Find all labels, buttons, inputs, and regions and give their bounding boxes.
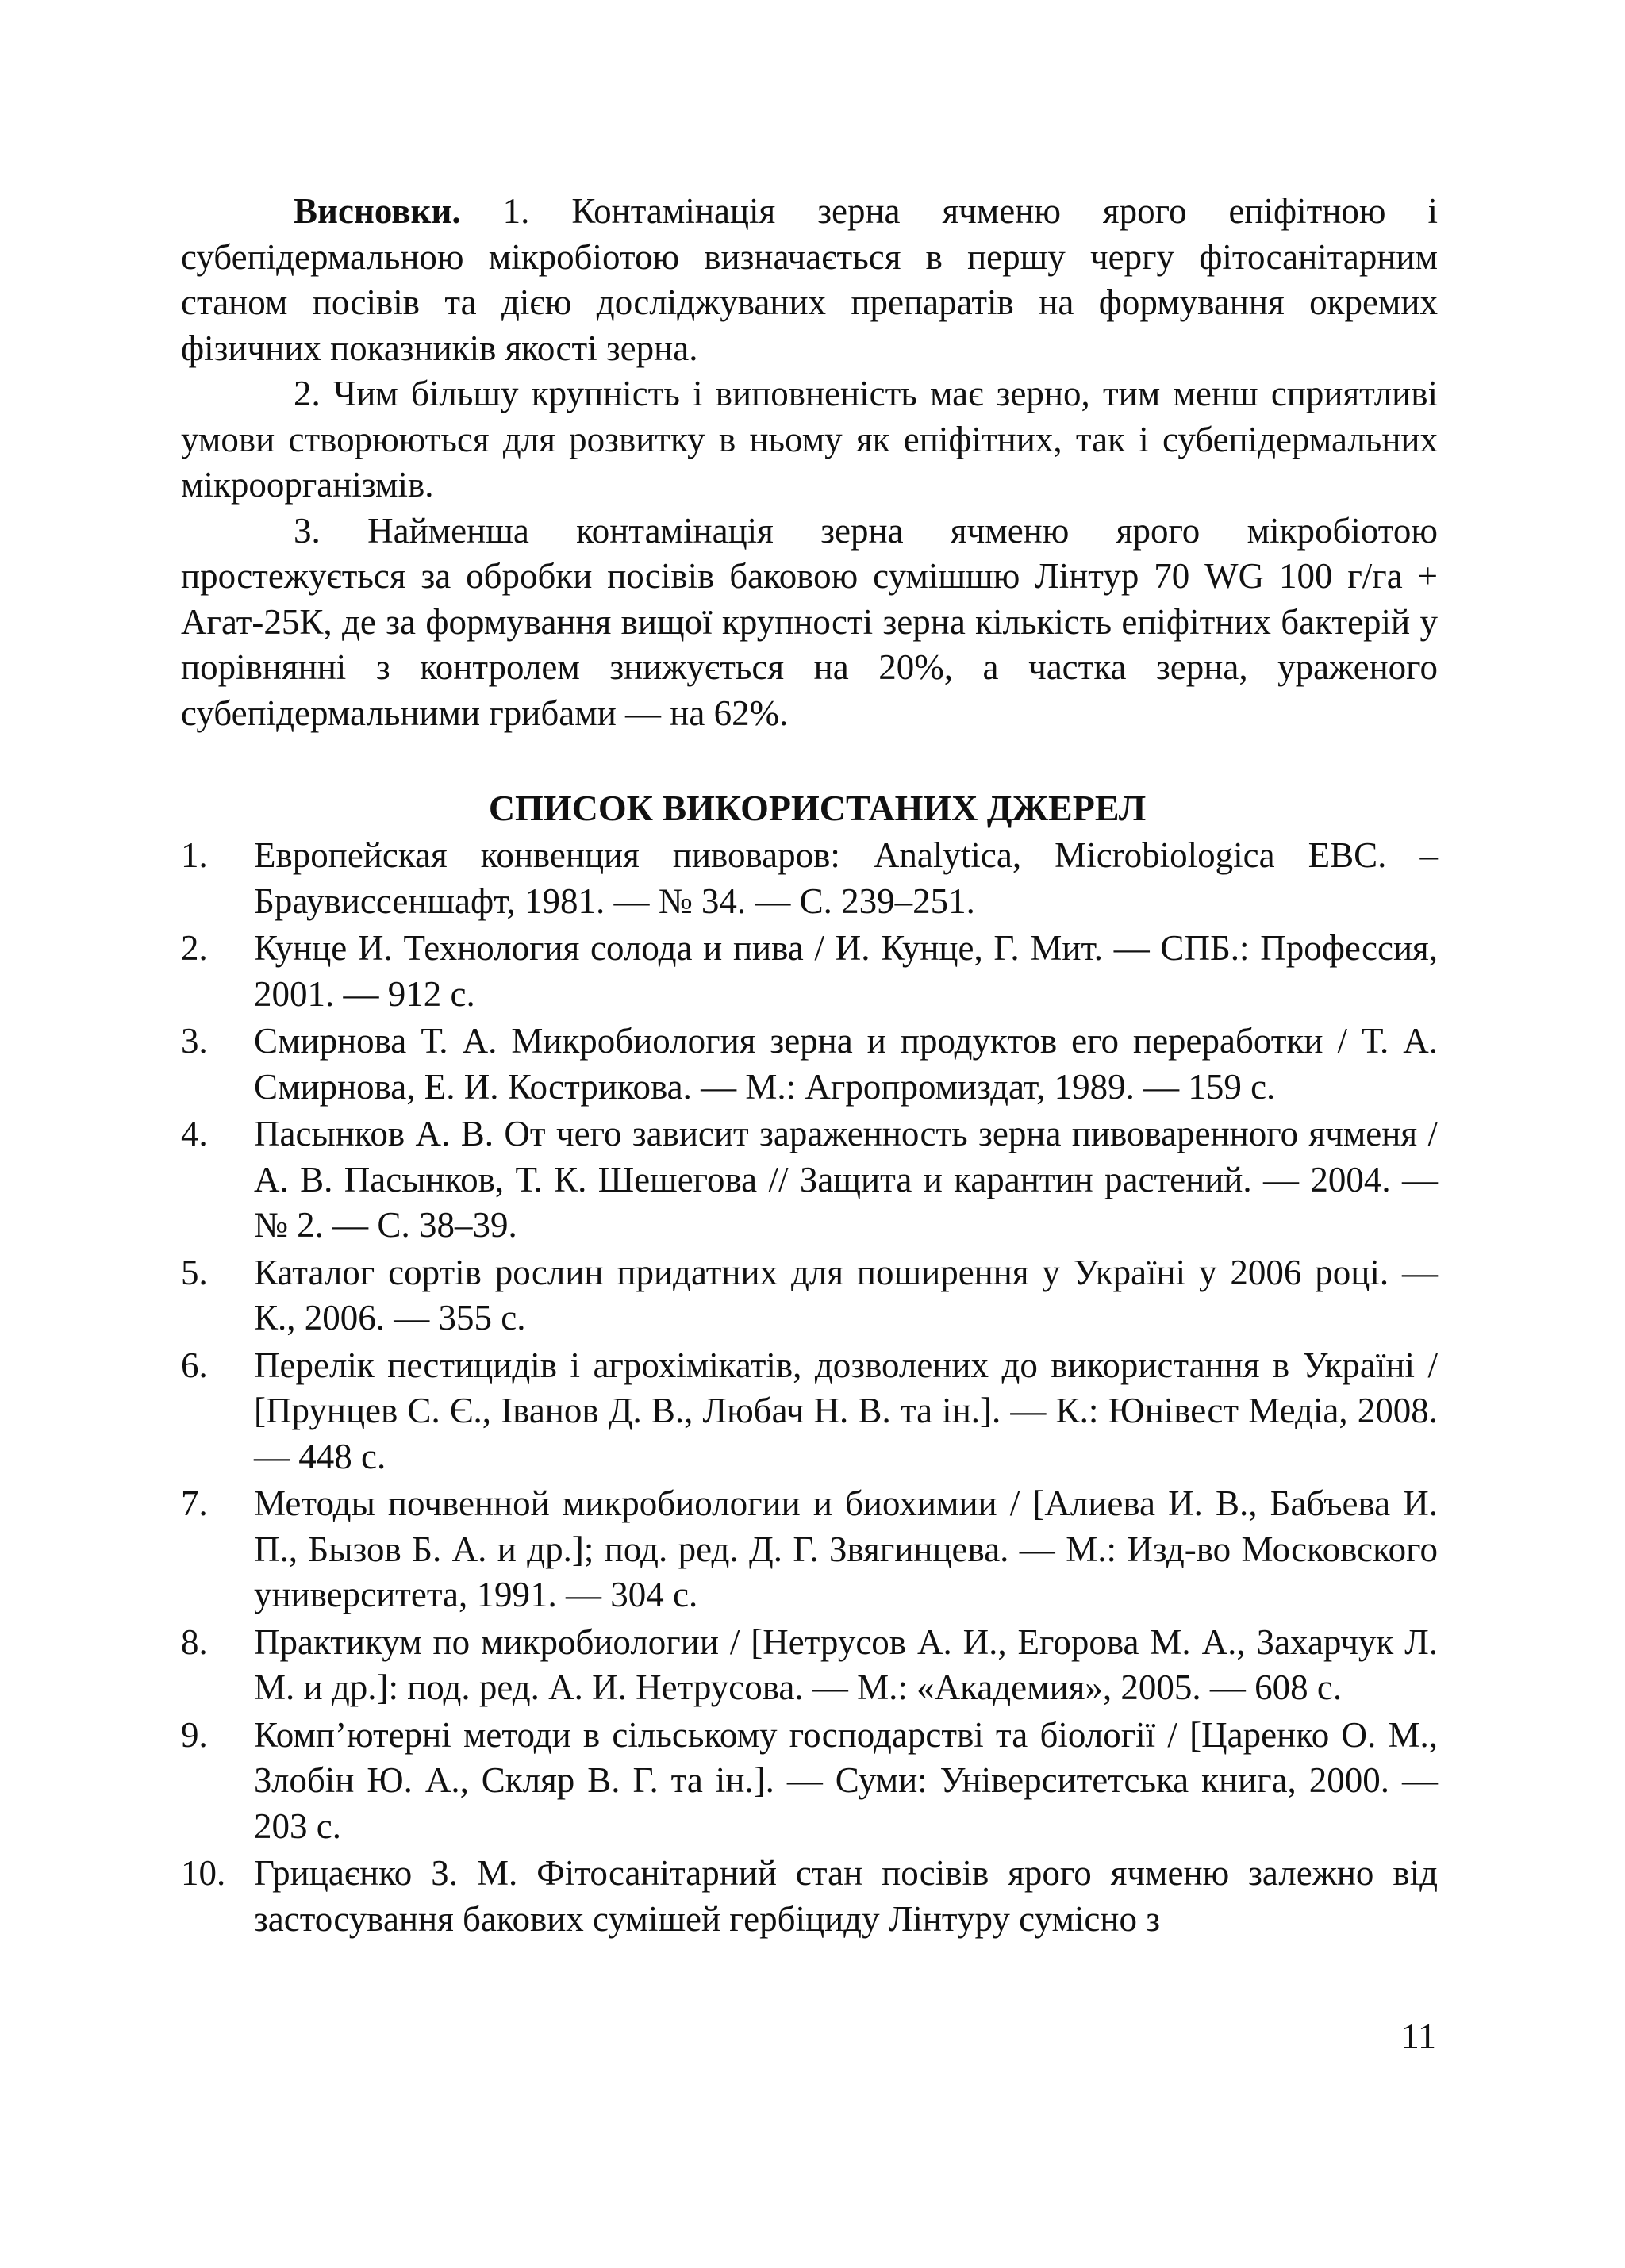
references-list — [181, 833, 1438, 1942]
reference-text: Грицаєнко З. М. Фітосанітарний стан посівів ярого ячменю залежно від застосування бакових сумішей гербіциду Лінтуру сумісно з — [254, 1853, 1438, 1939]
reference-item — [181, 1481, 1438, 1618]
reference-text: Методы почвенной микробиологии и биохимии / [Алиева И. В., Бабъева И. П., Бызов Б. А. и др.]; под. ред. Д. Г. Звягинцева. — М.: Изд-во Московского университета, 1991. — 304 с. — [254, 1483, 1438, 1614]
page-body — [181, 189, 1438, 1944]
reference-item — [181, 1343, 1438, 1480]
references-heading: СПИСОК ВИКОРИСТАНИХ ДЖЕРЕЛ — [488, 788, 1147, 828]
conclusion-3-text: 3. Найменша контамінація зерна ячменю ярого мікробіотою простежується за обробки посівів баковою сумішшю Лінтур 70 WG 100 г/га + Агат-25К, де за формування вищої крупності зерна кількість епіфітних бактерій у порівнянні з контролем знижується на 20%, а частка зерна, ураженого субепідермальними грибами — на 62%. — [181, 510, 1438, 733]
reference-item — [181, 926, 1438, 1017]
reference-item — [181, 1851, 1438, 1942]
reference-item — [181, 1620, 1438, 1711]
reference-item — [181, 1111, 1438, 1249]
reference-number: 2. — [181, 928, 208, 968]
reference-number: 8. — [181, 1621, 208, 1662]
conclusion-2-text: 2. Чим більшу крупність і виповненість має зерно, тим менш сприятливі умови створюються для розвитку в ньому як епіфітних, так і субепідермальних мікроорганізмів. — [181, 374, 1438, 505]
conclusion-1-text: 1. Контамінація зерна ячменю ярого епіфітною і субепідермальною мікробіотою визначається в першу чергу фітосанітарним станом посівів та дією досліджуваних препаратів на формування окремих фізичних показників якості зерна. — [181, 191, 1439, 368]
reference-number: 1. — [181, 835, 208, 875]
reference-number: 4. — [181, 1114, 208, 1153]
reference-item — [181, 1250, 1438, 1341]
reference-text: Европейская конвенция пивоваров: Analytica, Microbiologica EBC. – Браувиссеншафт, 1981. — № 34. — С. 239–251. — [254, 835, 1438, 921]
reference-item — [181, 1019, 1438, 1110]
reference-number: 10. — [181, 1853, 226, 1893]
page-number: 11 — [1400, 2016, 1436, 2056]
reference-text: Пасынков А. В. От чего зависит зараженность зерна пивоваренного ячменя / А. В. Пасынков, Т. К. Шешегова // Защита и карантин растений. — 2004. — № 2. — С. 38–39. — [254, 1114, 1438, 1245]
reference-item — [181, 833, 1438, 924]
reference-number: 3. — [181, 1021, 208, 1061]
conclusions-paragraph-3 — [181, 508, 1438, 737]
section-spacer — [181, 736, 1438, 785]
reference-text: Перелік пестицидів і агрохімікатів, дозволених до використання в Україні / [Прунцев С. Є., Іванов Д. В., Любач Н. В. та ін.]. — К.: Юнівест Медіа, 2008. — 448 с. — [254, 1345, 1438, 1476]
reference-text: Практикум по микробиологии / [Нетрусов А. И., Егорова М. А., Захарчук Л. М. и др.]: под. ред. А. И. Нетрусова. — М.: «Академия», 2005. — 608 с. — [254, 1621, 1438, 1707]
reference-text: Комп’ютерні методи в сільському господарстві та біології / [Царенко О. М., Злобін Ю. А., Скляр В. Г. та ін.]. — Суми: Університетська книга, 2000. — 203 с. — [254, 1714, 1438, 1846]
conclusions-paragraph-2 — [181, 371, 1438, 508]
reference-text: Смирнова Т. А. Микробиология зерна и продуктов его переработки / Т. А. Смирнова, Е. И. Кострикова. — М.: Агропромиздат, 1989. — 159 с. — [254, 1021, 1438, 1107]
reference-item — [181, 1713, 1438, 1850]
reference-text: Каталог сортів рослин придатних для поширення у Україні у 2006 році. — К., 2006. — 355 с. — [254, 1252, 1438, 1337]
reference-number: 9. — [181, 1714, 208, 1755]
conclusions-label: Висновки. — [294, 191, 461, 231]
conclusions-paragraph-1 — [181, 189, 1438, 371]
reference-number: 6. — [181, 1345, 208, 1385]
reference-number: 5. — [181, 1252, 208, 1292]
reference-number: 7. — [181, 1483, 208, 1523]
reference-text: Кунце И. Технология солода и пива / И. Кунце, Г. Мит. — СПБ.: Профессия, 2001. — 912 с. — [254, 928, 1438, 1014]
